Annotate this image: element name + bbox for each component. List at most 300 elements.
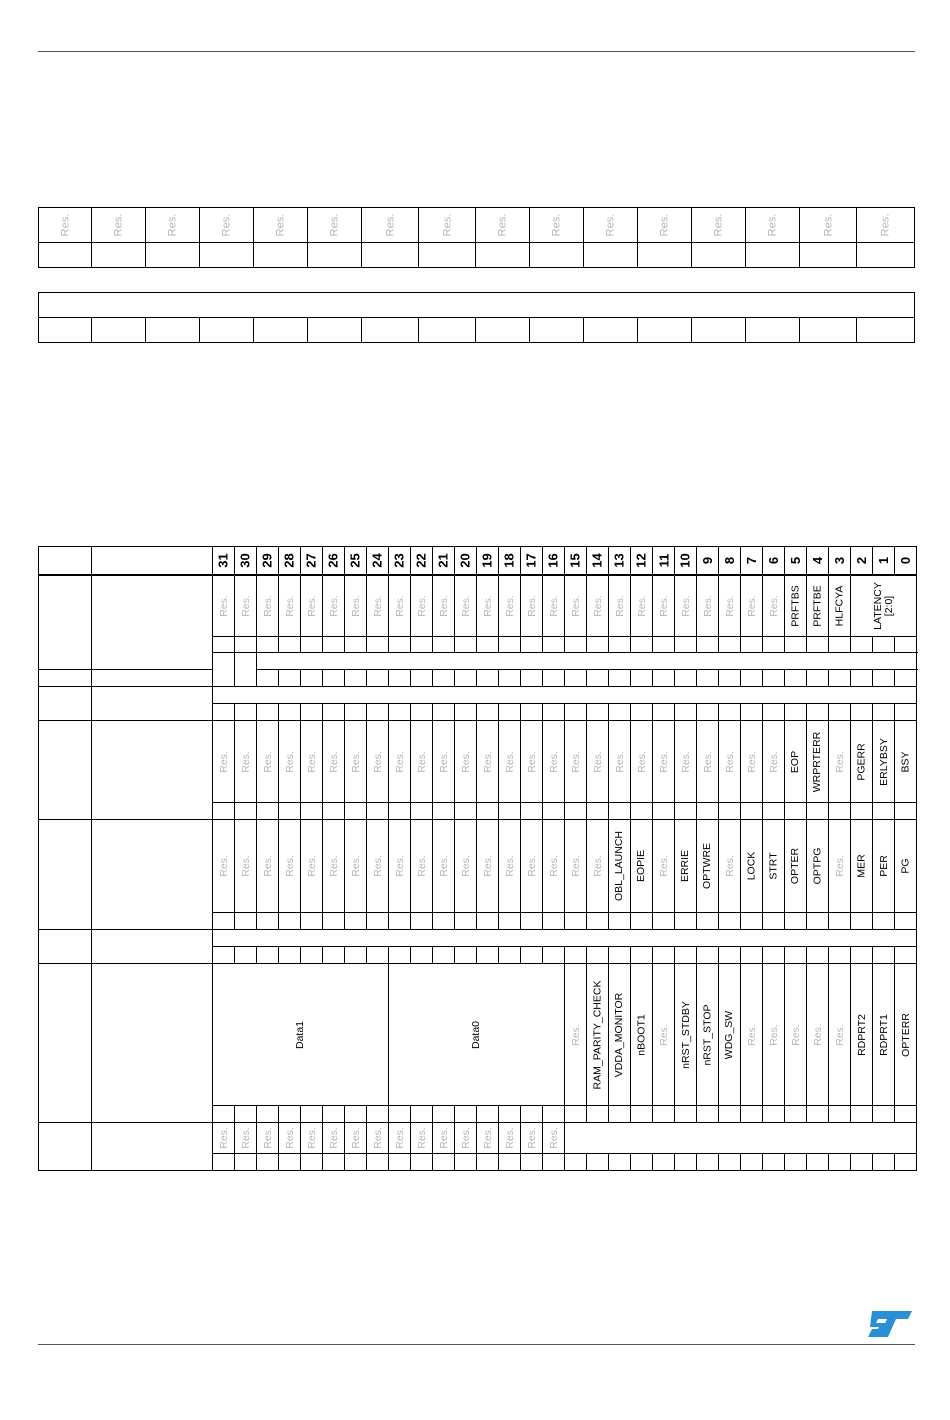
bit-label: Res. — [261, 855, 274, 877]
offset-cell — [39, 721, 92, 820]
empty-cell — [653, 670, 675, 687]
empty-cell — [323, 704, 345, 721]
empty-cell — [829, 670, 851, 687]
obr-field — [653, 964, 675, 1106]
bit-label: Res. — [723, 750, 736, 773]
bit-number — [345, 547, 367, 575]
acr-field — [499, 575, 521, 637]
cr-field — [433, 820, 455, 913]
empty-cell — [499, 803, 521, 820]
empty-cell — [477, 947, 499, 964]
empty-cell — [543, 704, 565, 721]
empty-cell — [235, 704, 257, 721]
bit-label: Res. — [503, 1127, 516, 1149]
acr-field — [367, 575, 389, 637]
bit-label: Res. — [349, 750, 362, 773]
bit-label: Res. — [833, 750, 846, 773]
bit-label: Res. — [767, 750, 780, 773]
empty-cell — [323, 637, 345, 653]
cr-field — [697, 820, 719, 913]
empty-cell — [851, 803, 873, 820]
bit-label: Res. — [393, 750, 406, 773]
empty-cell — [323, 947, 345, 964]
bit-label: MER — [855, 854, 868, 878]
empty-cell — [565, 947, 587, 964]
bit-label: Res. — [591, 750, 604, 773]
bit-label: PG — [899, 858, 912, 874]
acr-field — [345, 575, 367, 637]
empty-cell — [587, 803, 609, 820]
empty-cell — [543, 637, 565, 653]
empty-cell — [763, 704, 785, 721]
acr-field — [719, 575, 741, 637]
empty-cell — [587, 1154, 609, 1171]
empty-cell — [367, 913, 389, 930]
empty-cell — [499, 947, 521, 964]
wrpr-field — [389, 1123, 411, 1154]
cr-field — [323, 820, 345, 913]
bit-number — [851, 547, 873, 575]
bit-label: Res. — [525, 855, 538, 877]
bit-number — [213, 547, 235, 575]
empty-cell — [301, 1154, 323, 1171]
bit-label: Res. — [613, 750, 626, 773]
empty-cell — [675, 1106, 697, 1123]
empty-cell — [565, 704, 587, 721]
bit-number — [455, 547, 477, 575]
offset-cell — [39, 964, 92, 1123]
bit-label: OPTWRE — [701, 842, 714, 890]
bit-label: 0 — [897, 556, 913, 564]
bit-label: OPTER — [789, 847, 802, 885]
bit-label: Res. — [283, 594, 296, 617]
cr-field — [367, 820, 389, 913]
register-header — [92, 547, 213, 575]
bit-label: Data1 — [294, 1020, 307, 1049]
cr-field — [631, 820, 653, 913]
empty-cell — [499, 704, 521, 721]
acr-field — [389, 575, 411, 637]
bit-label: Res. — [481, 594, 494, 617]
bit-label: Res. — [745, 1023, 758, 1046]
register-name-cell — [92, 964, 213, 1123]
bit-label: LOCK — [745, 851, 758, 881]
wrpr-field — [499, 1123, 521, 1154]
reserved-cell — [146, 208, 200, 243]
empty-cell — [697, 1154, 719, 1171]
offset-cell — [39, 820, 92, 930]
cr-field — [389, 820, 411, 913]
bit-label: Res. — [393, 1127, 406, 1149]
empty-cell — [323, 1154, 345, 1171]
bit-label: Res. — [349, 855, 362, 877]
wrpr-field — [279, 1123, 301, 1154]
obr-field — [807, 964, 829, 1106]
empty-cell — [829, 913, 851, 930]
empty-cell — [411, 704, 433, 721]
empty-cell — [829, 1106, 851, 1123]
cr-field — [345, 820, 367, 913]
bit-label: Res. — [591, 855, 604, 877]
empty-cell — [785, 670, 807, 687]
bit-label: WRPRTERR — [811, 731, 824, 792]
bit-label: 8 — [721, 556, 737, 564]
empty-cell — [257, 637, 279, 653]
bit-label: Res. — [220, 213, 233, 237]
empty-cell — [873, 1106, 895, 1123]
empty-cell — [697, 1106, 719, 1123]
bit-label: Res. — [261, 594, 274, 617]
empty-cell — [697, 947, 719, 964]
empty-cell — [411, 670, 433, 687]
empty-cell — [433, 704, 455, 721]
offset-header — [39, 547, 92, 575]
empty-cell — [873, 947, 895, 964]
bit-label: Res. — [591, 594, 604, 617]
acr-field — [521, 575, 543, 637]
bit-number — [697, 547, 719, 575]
bit-number — [829, 547, 851, 575]
bit-label: Res. — [239, 750, 252, 773]
bit-number — [785, 547, 807, 575]
bit-number — [235, 547, 257, 575]
bit-label: Res. — [657, 750, 670, 773]
acr-field — [609, 575, 631, 637]
bit-number — [433, 547, 455, 575]
cr-field — [851, 820, 873, 913]
bit-label: Res. — [503, 855, 516, 877]
empty-cell — [389, 670, 411, 687]
empty-cell — [741, 913, 763, 930]
sr-field — [653, 721, 675, 803]
empty-cell — [565, 1154, 587, 1171]
empty-cell — [741, 670, 763, 687]
empty-cell — [895, 913, 917, 930]
empty-cell — [367, 704, 389, 721]
empty-cell — [455, 1106, 477, 1123]
sr-field — [411, 721, 433, 803]
bit-label: Res. — [166, 213, 179, 237]
bit-label: Res. — [833, 855, 846, 877]
sr-field — [257, 721, 279, 803]
bit-label: 24 — [370, 553, 385, 568]
empty-cell — [433, 1154, 455, 1171]
empty-cell — [433, 637, 455, 653]
empty-cell — [92, 670, 213, 687]
reserved-cell — [638, 208, 692, 243]
bit-label: nRST_STDBY — [679, 1000, 692, 1069]
empty-cell — [499, 1154, 521, 1171]
empty-cell — [213, 913, 235, 930]
bit-label: Res. — [833, 1023, 846, 1046]
bit-label: Res. — [415, 1127, 428, 1149]
register-name-cell — [92, 820, 213, 930]
optkeyr-field — [213, 687, 917, 704]
cr-field — [741, 820, 763, 913]
empty-cell — [455, 947, 477, 964]
reserved-cell — [857, 208, 915, 243]
bit-label: Res. — [327, 855, 340, 877]
empty-cell — [499, 913, 521, 930]
empty-cell — [39, 670, 92, 687]
wrpr-low-field — [565, 1123, 917, 1154]
offset-cell — [39, 1123, 92, 1171]
bit-number — [411, 547, 433, 575]
bit-label: Res. — [437, 855, 450, 877]
sr-field — [235, 721, 257, 803]
obr-field — [631, 964, 653, 1106]
empty-cell — [829, 704, 851, 721]
sr-field — [521, 721, 543, 803]
bit-label: Res. — [525, 750, 538, 773]
ar-field — [213, 930, 917, 947]
sr-field — [345, 721, 367, 803]
empty-cell — [763, 637, 785, 653]
bit-number — [763, 547, 785, 575]
bit-label: 10 — [678, 553, 693, 568]
empty-cell — [543, 913, 565, 930]
bit-label: Res. — [283, 1127, 296, 1149]
bit-label: Res. — [349, 1127, 362, 1149]
bit-label: Res. — [274, 213, 287, 237]
empty-cell — [609, 670, 631, 687]
wrpr-field — [411, 1123, 433, 1154]
sr-field — [213, 721, 235, 803]
empty-cell — [609, 803, 631, 820]
acr-field — [851, 575, 917, 637]
empty-cell — [895, 670, 917, 687]
cr-field — [499, 820, 521, 913]
bit-label: 19 — [480, 553, 495, 568]
sr-field — [895, 721, 917, 803]
bit-label: Res. — [283, 750, 296, 773]
sr-field — [763, 721, 785, 803]
acr-field — [653, 575, 675, 637]
sr-field — [367, 721, 389, 803]
bit-label: Res. — [217, 855, 230, 877]
empty-cell — [521, 803, 543, 820]
bit-label: 18 — [502, 553, 517, 568]
empty-cell — [763, 913, 785, 930]
bit-label: 1 — [875, 556, 891, 564]
cr-field — [609, 820, 631, 913]
empty-cell — [455, 670, 477, 687]
empty-cell — [851, 637, 873, 653]
empty-cell — [433, 803, 455, 820]
sr-field — [279, 721, 301, 803]
empty-cell — [785, 1154, 807, 1171]
bit-label: Res. — [525, 594, 538, 617]
empty-cell — [697, 670, 719, 687]
empty-cell — [829, 947, 851, 964]
empty-cell — [499, 670, 521, 687]
bit-label: Res. — [261, 750, 274, 773]
empty-cell — [807, 913, 829, 930]
reserved-cell — [308, 208, 362, 243]
empty-cell — [565, 913, 587, 930]
bit-label: 3 — [831, 556, 847, 564]
sr-field — [323, 721, 345, 803]
reserved-cell — [362, 208, 419, 243]
bit-label: Res. — [371, 750, 384, 773]
empty-cell — [785, 803, 807, 820]
empty-cell — [565, 803, 587, 820]
st-logo-icon — [866, 1309, 914, 1339]
bit-label: 2 — [853, 556, 869, 564]
bit-label: Res. — [415, 594, 428, 617]
wrpr-field — [521, 1123, 543, 1154]
reserved-cell — [200, 208, 254, 243]
bit-label: Res. — [261, 1127, 274, 1149]
empty-cell — [389, 913, 411, 930]
obr-field — [565, 964, 587, 1106]
empty-cell — [829, 637, 851, 653]
bit-label: 6 — [765, 556, 781, 564]
acr-field — [279, 575, 301, 637]
bit-label: EOP — [789, 750, 802, 773]
cr-field — [719, 820, 741, 913]
empty-cell — [455, 803, 477, 820]
empty-cell — [279, 803, 301, 820]
empty-cell — [477, 1106, 499, 1123]
empty-cell — [675, 803, 697, 820]
bit-label: EOPIE — [635, 849, 648, 883]
bit-label: Res. — [525, 1127, 538, 1149]
bit-label: Res. — [459, 750, 472, 773]
bit-label: Res. — [459, 1127, 472, 1149]
reserved-cell — [746, 208, 800, 243]
bit-label: 15 — [568, 553, 583, 568]
empty-cell — [367, 803, 389, 820]
bit-label: Res. — [657, 1023, 670, 1046]
empty-cell — [389, 1106, 411, 1123]
empty-cell — [345, 670, 367, 687]
bit-label: Res. — [393, 594, 406, 617]
bit-label: Res. — [569, 855, 582, 877]
bit-label: STRT — [767, 852, 780, 880]
bit-label: Res. — [503, 750, 516, 773]
empty-cell — [257, 913, 279, 930]
acr-field — [763, 575, 785, 637]
register-name-cell — [235, 653, 257, 687]
register-name-cell — [92, 687, 213, 721]
bit-label: 11 — [656, 553, 671, 568]
acr-field — [697, 575, 719, 637]
bit-label: Res. — [327, 750, 340, 773]
empty-cell — [433, 947, 455, 964]
empty-cell — [895, 704, 917, 721]
empty-cell — [763, 1154, 785, 1171]
empty-cell — [631, 1106, 653, 1123]
empty-cell — [785, 947, 807, 964]
empty-cell — [587, 637, 609, 653]
empty-cell — [543, 1154, 565, 1171]
sr-field — [389, 721, 411, 803]
sr-field — [675, 721, 697, 803]
empty-cell — [543, 670, 565, 687]
bit-label: Res. — [441, 213, 453, 237]
empty-cell — [257, 1154, 279, 1171]
bit-label: Res. — [305, 750, 318, 773]
empty-cell — [477, 803, 499, 820]
empty-cell — [389, 1154, 411, 1171]
empty-cell — [323, 913, 345, 930]
empty-cell — [257, 1106, 279, 1123]
wrpr-field — [455, 1123, 477, 1154]
empty-cell — [213, 1154, 235, 1171]
bit-label: Res. — [745, 594, 758, 617]
sr-field — [499, 721, 521, 803]
sr-field — [587, 721, 609, 803]
empty-cell — [741, 1106, 763, 1123]
empty-cell — [235, 803, 257, 820]
bit-number — [543, 547, 565, 575]
empty-cell — [301, 637, 323, 653]
empty-cell — [345, 1154, 367, 1171]
bit-label: nRST_STOP — [701, 1003, 714, 1066]
acr-field — [411, 575, 433, 637]
bit-label: Res. — [547, 750, 560, 773]
empty-cell — [895, 1106, 917, 1123]
empty-cell — [609, 637, 631, 653]
acr-field — [477, 575, 499, 637]
reserved-cell — [530, 208, 584, 243]
empty-cell — [411, 1154, 433, 1171]
sr-field — [719, 721, 741, 803]
wrpr-field — [213, 1123, 235, 1154]
bit-label: Res. — [789, 1023, 802, 1046]
empty-cell — [455, 637, 477, 653]
empty-cell — [653, 947, 675, 964]
acr-field — [675, 575, 697, 637]
empty-cell — [741, 947, 763, 964]
bit-label: PRFTBS — [789, 585, 802, 627]
bit-label: nBOOT1 — [635, 1013, 648, 1056]
obr-field — [587, 964, 609, 1106]
empty-cell — [785, 704, 807, 721]
header-rule — [38, 51, 915, 52]
bit-label: Res. — [767, 1023, 780, 1046]
bit-label: RDPRT1 — [877, 1013, 890, 1056]
register-name-cell — [92, 721, 213, 820]
bit-label: Res. — [679, 594, 692, 617]
empty-cell — [675, 1154, 697, 1171]
empty-cell — [257, 947, 279, 964]
bit-label: Res. — [569, 750, 582, 773]
bit-number — [477, 547, 499, 575]
empty-cell — [235, 947, 257, 964]
empty-cell — [323, 803, 345, 820]
empty-cell — [851, 704, 873, 721]
bit-label: 28 — [282, 553, 297, 568]
empty-cell — [543, 1106, 565, 1123]
acr-field — [543, 575, 565, 637]
empty-cell — [675, 670, 697, 687]
empty-cell — [653, 1106, 675, 1123]
empty-cell — [609, 1106, 631, 1123]
cr-field — [895, 820, 917, 913]
empty-cell — [235, 1154, 257, 1171]
empty-cell — [521, 1106, 543, 1123]
empty-cell — [389, 704, 411, 721]
empty-cell — [807, 1154, 829, 1171]
bit-label: Res. — [393, 855, 406, 877]
empty-cell — [851, 1106, 873, 1123]
cr-field — [587, 820, 609, 913]
obr-field — [873, 964, 895, 1106]
cr-field — [279, 820, 301, 913]
bit-label: Res. — [371, 594, 384, 617]
